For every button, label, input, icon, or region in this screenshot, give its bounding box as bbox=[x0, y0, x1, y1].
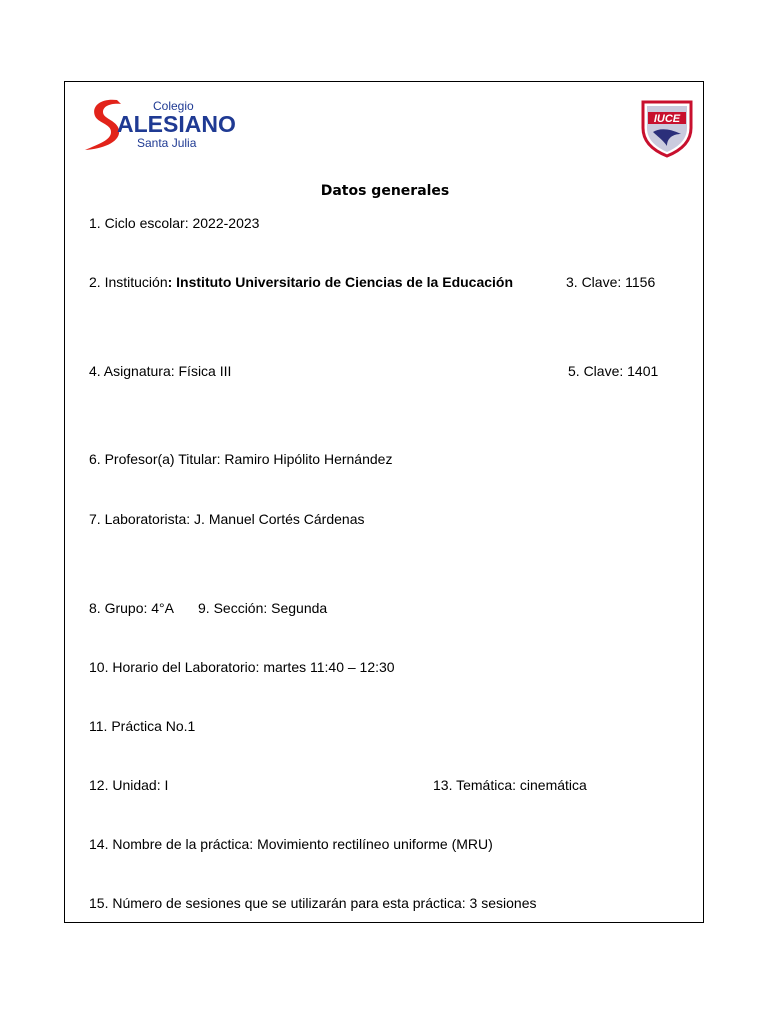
iuce-shield-logo bbox=[639, 98, 695, 158]
clave-asignatura: 5. Clave: 1401 bbox=[568, 363, 659, 379]
institucion-label: 2. Institución bbox=[89, 274, 168, 290]
ciclo-escolar: 1. Ciclo escolar: 2022-2023 bbox=[89, 215, 260, 231]
institucion bbox=[89, 274, 513, 290]
practica-numero: 11. Práctica No.1 bbox=[89, 718, 196, 734]
logo-name-text: ALESIANO bbox=[117, 111, 236, 137]
institucion-value: : Instituto Universitario de Ciencias de la Educación bbox=[167, 274, 514, 290]
colegio-salesiano-logo bbox=[81, 92, 241, 154]
seccion: 9. Sección: Segunda bbox=[198, 600, 328, 616]
profesor-titular: 6. Profesor(a) Titular: Ramiro Hipólito Hernández bbox=[89, 451, 393, 467]
numero-sesiones: 15. Número de sesiones que se utilizarán para esta práctica: 3 sesiones bbox=[89, 895, 537, 911]
tematica: 13. Temática: cinemática bbox=[433, 777, 587, 793]
page-title: Datos generales bbox=[320, 183, 450, 199]
asignatura: 4. Asignatura: Física III bbox=[89, 363, 232, 379]
unidad: 12. Unidad: I bbox=[89, 777, 169, 793]
logo-colegio-text: Colegio bbox=[153, 99, 194, 113]
document-frame bbox=[64, 81, 704, 923]
nombre-practica: 14. Nombre de la práctica: Movimiento rectilíneo uniforme (MRU) bbox=[89, 836, 493, 852]
horario-laboratorio: 10. Horario del Laboratorio: martes 11:40 – 12:30 bbox=[89, 659, 395, 675]
logo-campus-text: Santa Julia bbox=[137, 136, 197, 150]
iuce-text: IUCE bbox=[653, 113, 681, 125]
clave-institucion: 3. Clave: 1156 bbox=[566, 274, 656, 290]
grupo: 8. Grupo: 4°A bbox=[89, 600, 174, 616]
laboratorista: 7. Laboratorista: J. Manuel Cortés Cárdenas bbox=[89, 511, 365, 527]
